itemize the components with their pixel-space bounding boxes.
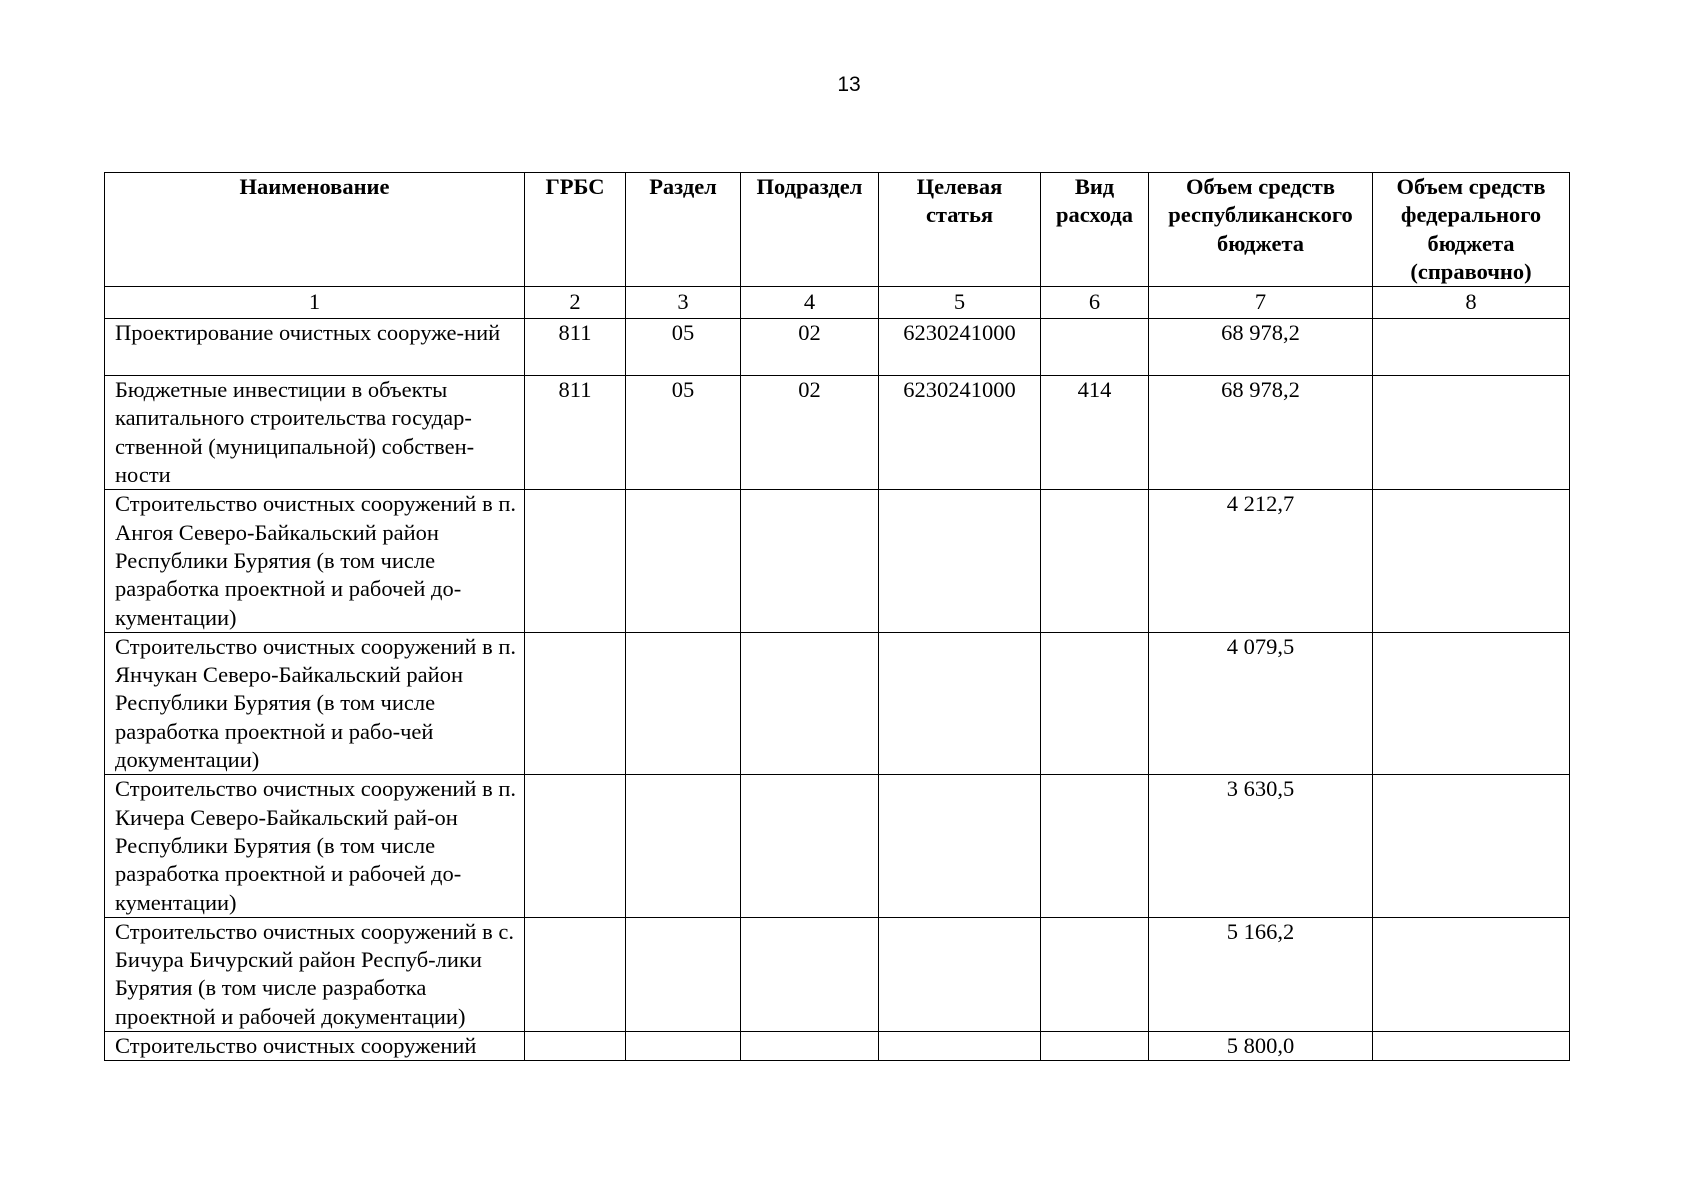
row-target-article: 6230241000 <box>879 319 1041 376</box>
row-podrazdel <box>741 632 879 774</box>
row-grbs <box>525 775 626 917</box>
row-podrazdel: 02 <box>741 376 879 490</box>
header-target-article: Целевая статья <box>879 173 1041 287</box>
header-name: Наименование <box>105 173 525 287</box>
row-target-article <box>879 1032 1041 1061</box>
column-number: 1 <box>105 287 525 319</box>
row-target-article: 6230241000 <box>879 376 1041 490</box>
page-number: 13 <box>837 73 861 96</box>
row-name: Бюджетные инвестиции в объекты капитального строительства государ-ственной (муниципальной) собствен-ности <box>105 376 525 490</box>
row-expense-type <box>1041 490 1149 632</box>
column-number: 4 <box>741 287 879 319</box>
row-name: Строительство очистных сооружений в п. Кичера Северо-Байкальский рай-он Республики Бурятия (в том числе разработка проектной и рабочей до-кументации) <box>105 775 525 917</box>
header-row <box>105 173 1570 287</box>
column-number: 8 <box>1373 287 1570 319</box>
row-grbs: 811 <box>525 319 626 376</box>
table-row <box>105 917 1570 1031</box>
row-republican-budget: 68 978,2 <box>1149 376 1373 490</box>
row-razdel <box>626 917 741 1031</box>
row-name: Строительство очистных сооружений <box>105 1032 525 1061</box>
row-podrazdel <box>741 490 879 632</box>
column-number: 3 <box>626 287 741 319</box>
row-target-article <box>879 917 1041 1031</box>
header-grbs: ГРБС <box>525 173 626 287</box>
column-number: 7 <box>1149 287 1373 319</box>
row-federal-budget <box>1373 632 1570 774</box>
row-grbs <box>525 917 626 1031</box>
table-row <box>105 376 1570 490</box>
row-target-article <box>879 775 1041 917</box>
row-grbs <box>525 1032 626 1061</box>
header-federal-budget: Объем средств федерального бюджета (справочно) <box>1373 173 1570 287</box>
row-podrazdel <box>741 917 879 1031</box>
row-razdel <box>626 1032 741 1061</box>
row-grbs: 811 <box>525 376 626 490</box>
row-podrazdel <box>741 1032 879 1061</box>
row-razdel <box>626 632 741 774</box>
row-federal-budget <box>1373 319 1570 376</box>
row-name: Строительство очистных сооружений в с. Бичура Бичурский район Респуб-лики Бурятия (в том числе разработка проектной и рабочей документации) <box>105 917 525 1031</box>
row-grbs <box>525 490 626 632</box>
row-name: Проектирование очистных сооруже-ний <box>105 319 525 376</box>
table-row <box>105 775 1570 917</box>
row-expense-type: 414 <box>1041 376 1149 490</box>
row-federal-budget <box>1373 775 1570 917</box>
column-number: 6 <box>1041 287 1149 319</box>
row-razdel <box>626 775 741 917</box>
row-razdel: 05 <box>626 376 741 490</box>
row-expense-type <box>1041 632 1149 774</box>
row-expense-type <box>1041 319 1149 376</box>
row-republican-budget: 5 166,2 <box>1149 917 1373 1031</box>
header-expense-type: Вид расхода <box>1041 173 1149 287</box>
table-row <box>105 319 1570 376</box>
row-expense-type <box>1041 917 1149 1031</box>
row-republican-budget: 4 079,5 <box>1149 632 1373 774</box>
row-expense-type <box>1041 775 1149 917</box>
column-number-row <box>105 287 1570 319</box>
row-federal-budget <box>1373 490 1570 632</box>
row-razdel <box>626 490 741 632</box>
row-razdel: 05 <box>626 319 741 376</box>
header-razdel: Раздел <box>626 173 741 287</box>
table-row <box>105 632 1570 774</box>
row-podrazdel <box>741 775 879 917</box>
row-name: Строительство очистных сооружений в п. Янчукан Северо-Байкальский район Республики Бурятия (в том числе разработка проектной и рабо-чей документации) <box>105 632 525 774</box>
row-federal-budget <box>1373 917 1570 1031</box>
header-republican-budget: Объем средств республиканского бюджета <box>1149 173 1373 287</box>
row-federal-budget <box>1373 376 1570 490</box>
budget-table <box>104 172 1570 1061</box>
row-expense-type <box>1041 1032 1149 1061</box>
row-republican-budget: 68 978,2 <box>1149 319 1373 376</box>
row-republican-budget: 4 212,7 <box>1149 490 1373 632</box>
table-row <box>105 490 1570 632</box>
column-number: 5 <box>879 287 1041 319</box>
row-republican-budget: 5 800,0 <box>1149 1032 1373 1061</box>
column-number: 2 <box>525 287 626 319</box>
row-target-article <box>879 490 1041 632</box>
row-name: Строительство очистных сооружений в п. Ангоя Северо-Байкальский район Республики Бурятия (в том числе разработка проектной и рабочей до-кументации) <box>105 490 525 632</box>
header-podrazdel: Подраздел <box>741 173 879 287</box>
row-grbs <box>525 632 626 774</box>
row-republican-budget: 3 630,5 <box>1149 775 1373 917</box>
row-podrazdel: 02 <box>741 319 879 376</box>
row-federal-budget <box>1373 1032 1570 1061</box>
table-row <box>105 1032 1570 1061</box>
row-target-article <box>879 632 1041 774</box>
